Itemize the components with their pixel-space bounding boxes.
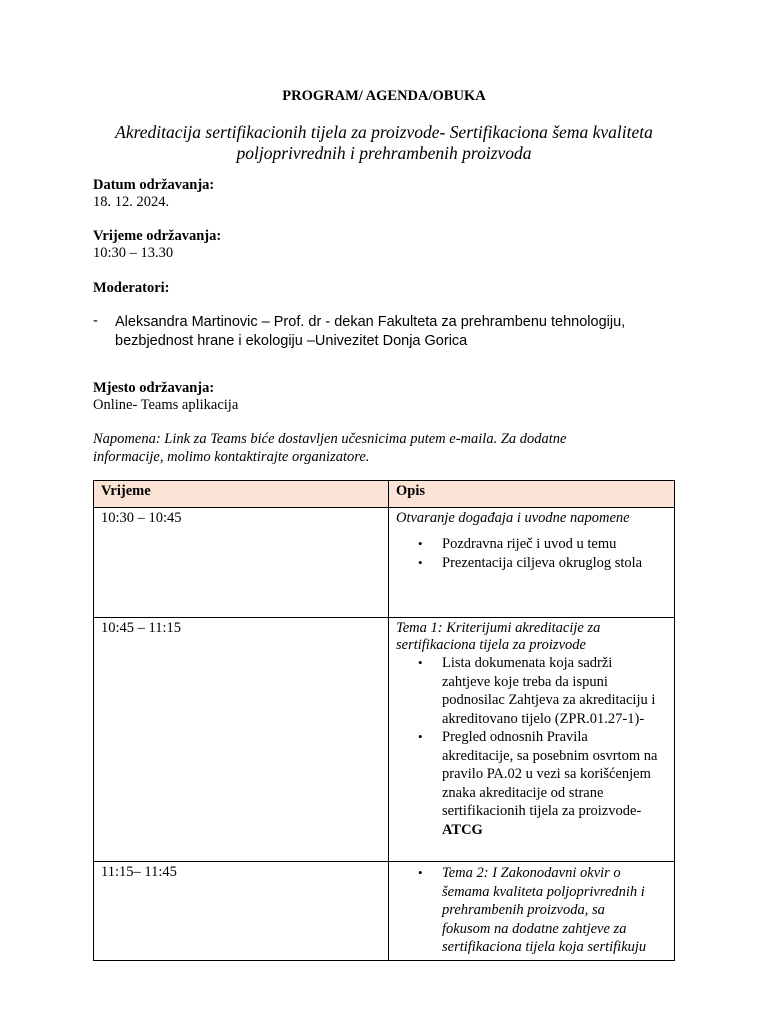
- bullet-icon: •: [418, 536, 423, 551]
- list-item: • Pozdravna riječ i uvod u temu: [418, 536, 617, 552]
- session-title: Tema 1: Kriterijumi akreditacije za sertifikaciona tijela za proizvode: [396, 620, 601, 653]
- table-row: [94, 508, 675, 618]
- time-value: 10:30 – 13.30: [93, 245, 174, 261]
- moderators-label: Moderatori:: [93, 280, 170, 296]
- list-item: • Prezentacija ciljeva okruglog stola: [418, 554, 643, 571]
- bullet-list: [396, 864, 667, 957]
- event-subtitle: [60, 122, 708, 164]
- time-cell: 10:45 – 11:15: [94, 618, 389, 862]
- list-item: • Tema 2: I Zakonodavni okvir o šemama kvaliteta poljoprivrednih i prehrambenih proizvoda, sa fokusom na dodatne zahtjeve za sertifikaciona tijela koja sertifikuju: [418, 865, 647, 955]
- description-cell: [389, 618, 675, 862]
- place-value: Online- Teams aplikacija: [93, 397, 239, 413]
- note-line-2: informacije, molimo kontaktirajte organizatore.: [93, 449, 370, 465]
- organization-abbreviation: ATCG: [442, 821, 483, 838]
- moderator-line-2: bezbjednost hrane i ekologiju –Univezitet Donja Gorica: [115, 333, 468, 349]
- description-cell: [389, 862, 675, 961]
- list-item: • Pregled odnosnih Pravila akreditacije, sa posebnim osvrtom na pravilo PA.02 u vezi sa korišćenjem znaka akreditacije od strane sertifikacionih tijela za proizvode- ATCG: [442, 728, 667, 839]
- moderator-line-1: Aleksandra Martinovic – Prof. dr - dekan Fakulteta za prehrambenu tehnologiju,: [115, 314, 626, 330]
- description-cell: [389, 508, 675, 618]
- bullet-icon: •: [418, 729, 423, 744]
- place-label: Mjesto održavanja:: [93, 380, 215, 396]
- table-row: [94, 862, 675, 961]
- subtitle-line-1: Akreditacija sertifikacionih tijela za proizvode- Sertifikaciona šema kvaliteta: [115, 122, 653, 142]
- page-title: PROGRAM/ AGENDA/OBUKA: [282, 88, 486, 104]
- note-text: [93, 430, 683, 466]
- date-label: Datum održavanja:: [93, 177, 215, 193]
- bullet-icon: •: [418, 865, 423, 880]
- date-value: 18. 12. 2024.: [93, 194, 170, 210]
- column-header-description: Opis: [389, 481, 675, 508]
- column-header-time: Vrijeme: [94, 481, 389, 508]
- session-title: Otvaranje događaja i uvodne napomene: [396, 510, 630, 526]
- time-label: Vrijeme održavanja:: [93, 228, 222, 244]
- subtitle-line-2: poljoprivrednih i prehrambenih proizvoda: [236, 143, 532, 163]
- time-cell: 10:30 – 10:45: [94, 508, 389, 618]
- list-item: • Lista dokumenata koja sadrži zahtjeve koje treba da ispuni podnosilac Zahtjeva za akreditaciju i akreditovano tijelo (ZPR.01.27-1)-: [418, 655, 656, 727]
- agenda-table: [93, 480, 675, 961]
- table-row: [94, 618, 675, 862]
- list-dash: -: [93, 313, 98, 329]
- bullet-icon: •: [418, 554, 423, 570]
- bullet-list: [396, 654, 667, 839]
- table-header-row: [94, 481, 675, 508]
- moderator-text: [115, 313, 685, 351]
- note-line-1: Napomena: Link za Teams biće dostavljen učesnicima putem e-maila. Za dodatne: [93, 431, 567, 447]
- bullet-icon: •: [418, 655, 423, 670]
- bullet-list: [396, 535, 667, 572]
- time-cell: 11:15– 11:45: [94, 862, 389, 961]
